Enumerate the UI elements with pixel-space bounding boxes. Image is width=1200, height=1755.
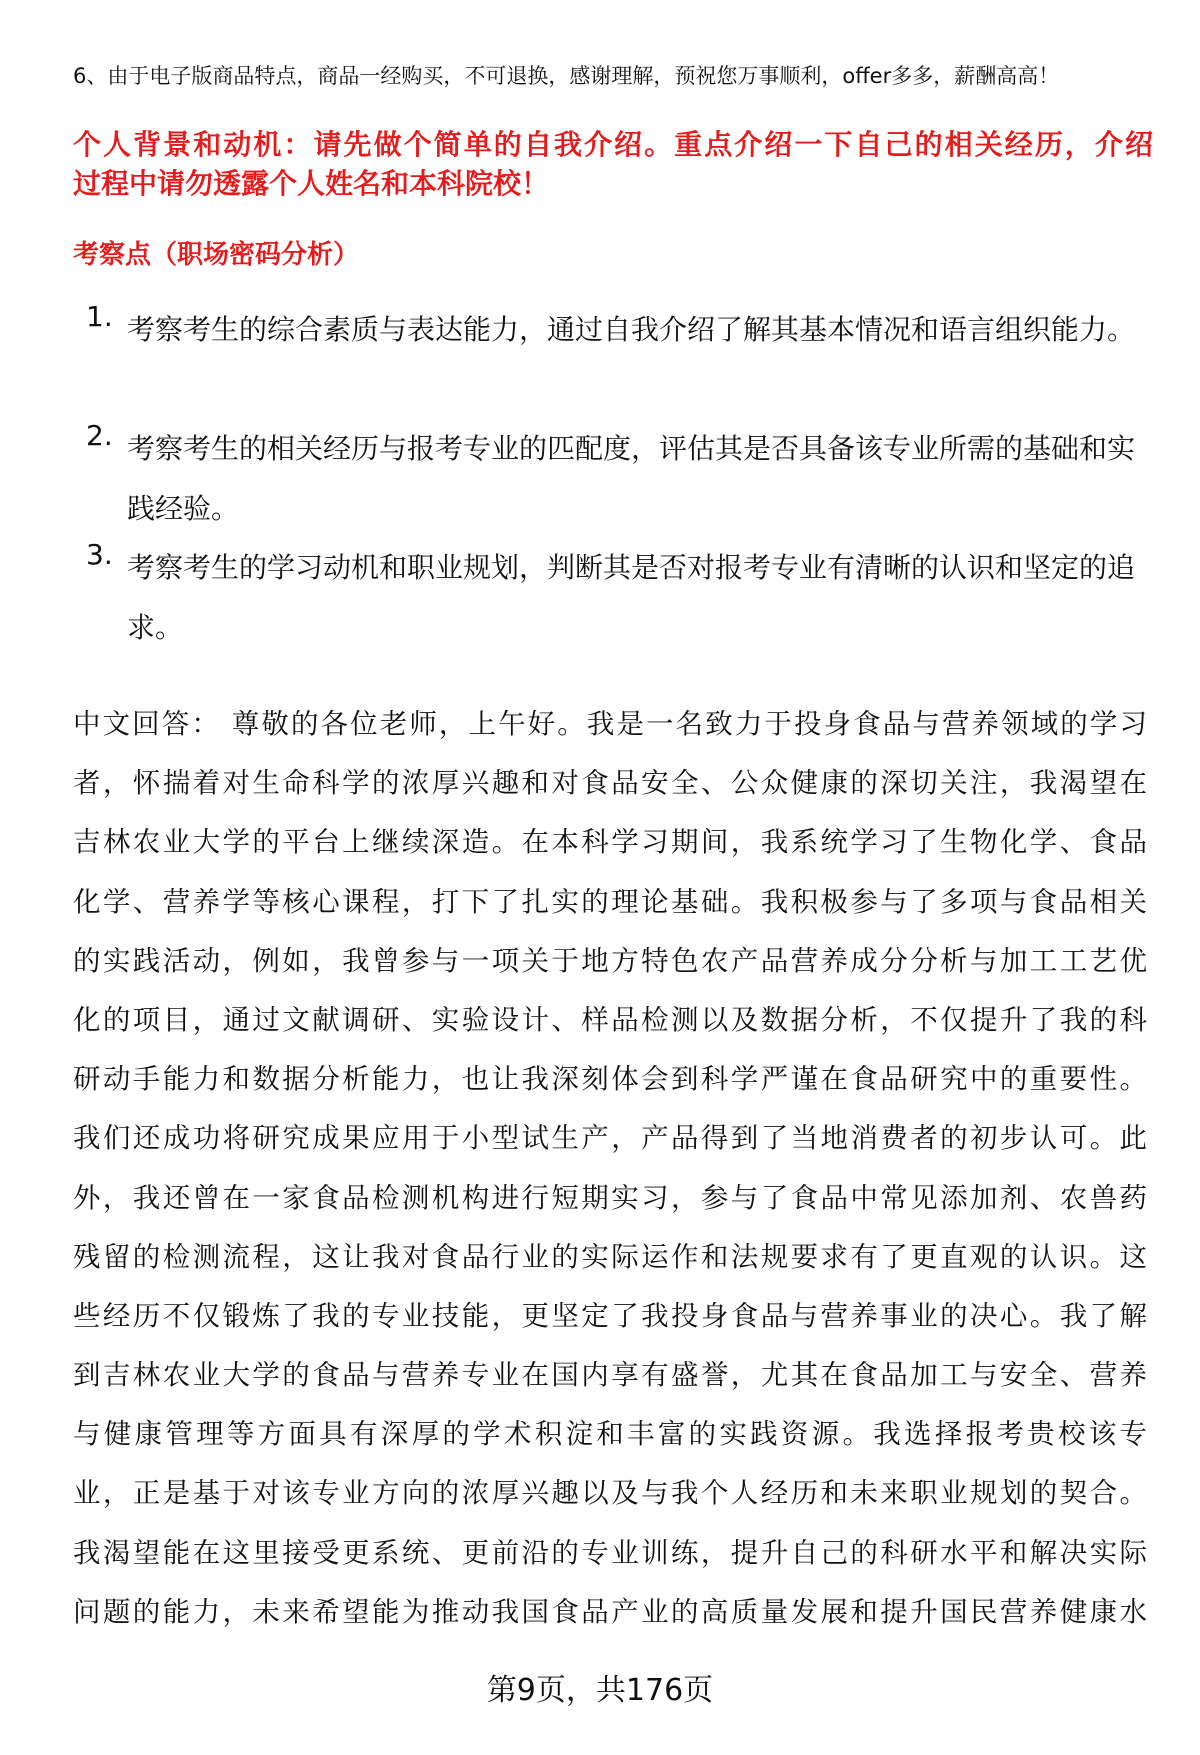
list-number: 3. [86, 538, 113, 571]
answer-line: 者，怀揣着对生命科学的浓厚兴趣和对食品安全、公众健康的深切关注，我渴望在 [73, 767, 1147, 800]
question-heading-line1: 个人背景和动机：请先做个简单的自我介绍。重点介绍一下自己的相关经历，介绍 [73, 128, 1153, 161]
answer-line: 残留的检测流程，这让我对食品行业的实际运作和法规要求有了更直观的认识。这 [73, 1240, 1147, 1273]
list-text: 考察考生的学习动机和职业规划，判断其是否对报考专业有清晰的认识和坚定的追求。 [127, 551, 1136, 644]
answer-line: 的实践活动，例如，我曾参与一项关于地方特色农产品营养成分分析与加工工艺优 [73, 944, 1147, 977]
list-text: 考察考生的相关经历与报考专业的匹配度，评估其是否具备该专业所需的基础和实践经验。 [127, 432, 1136, 525]
answer-line: 研动手能力和数据分析能力，也让我深刻体会到科学严谨在食品研究中的重要性。 [73, 1063, 1147, 1096]
answer-line: 中文回答： 尊敬的各位老师，上午好。我是一名致力于投身食品与营养领域的学习 [73, 708, 1147, 740]
answer-line: 化学、营养学等核心课程，打下了扎实的理论基础。我积极参与了多项与食品相关 [73, 885, 1147, 918]
answer-line: 到吉林农业大学的食品与营养专业在国内享有盛誉，尤其在食品加工与安全、营养 [73, 1359, 1147, 1392]
answer-line: 外，我还曾在一家食品检测机构进行短期实习，参与了食品中常见添加剂、农兽药 [73, 1181, 1147, 1214]
answer-line: 吉林农业大学的平台上继续深造。在本科学习期间，我系统学习了生物化学、食品 [73, 826, 1147, 859]
answer-line: 问题的能力，未来希望能为推动我国食品产业的高质量发展和提升国民营养健康水 [73, 1595, 1147, 1628]
list-text: 考察考生的综合素质与表达能力，通过自我介绍了解其基本情况和语言组织能力。 [127, 313, 1136, 346]
answer-paragraph [73, 695, 1147, 1642]
page-number: 第9页，共176页 [486, 1673, 714, 1708]
answer-line: 我渴望能在这里接受更系统、更前沿的专业训练，提升自己的科研水平和解决实际 [73, 1536, 1147, 1569]
question-heading-line2: 过程中请勿透露个人姓名和本科院校！ [73, 167, 550, 200]
purchase-notice: 6、由于电子版商品特点，商品一经购买，不可退换，感谢理解，预祝您万事顺利，offer多多，薪酬高高！ [73, 64, 1060, 88]
analysis-title: 考察点（职场密码分析） [73, 240, 360, 270]
answer-line: 些经历不仅锻炼了我的专业技能，更坚定了我投身食品与营养事业的决心。我了解 [73, 1299, 1147, 1332]
list-number: 2. [86, 419, 113, 452]
answer-line: 与健康管理等方面具有深厚的学术积淀和丰富的实践资源。我选择报考贵校该专 [73, 1418, 1147, 1451]
answer-line: 业，正是基于对该专业方向的浓厚兴趣以及与我个人经历和未来职业规划的契合。 [73, 1477, 1147, 1510]
list-number: 1. [86, 300, 113, 333]
answer-line: 我们还成功将研究成果应用于小型试生产，产品得到了当地消费者的初步认可。此 [73, 1122, 1147, 1155]
answer-line: 化的项目，通过文献调研、实验设计、样品检测以及数据分析，不仅提升了我的科 [73, 1003, 1147, 1036]
